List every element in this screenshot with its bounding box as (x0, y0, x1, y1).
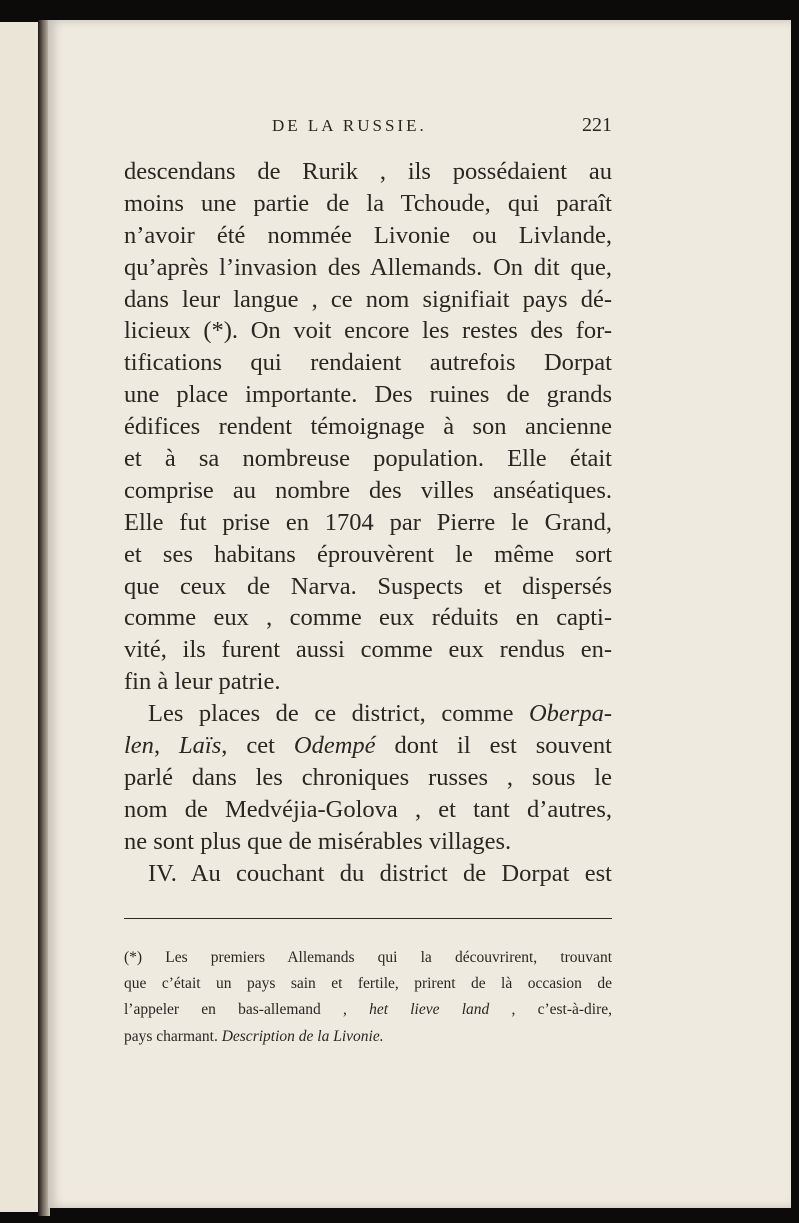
italic-place-name: Odempé (293, 732, 376, 760)
running-title: DE LA RUSSIE. (272, 116, 427, 135)
footnote-line (124, 997, 612, 1023)
footnote-line: (*) Les premiers Allemands qui la découvrirent, trouvant (124, 949, 612, 966)
text-line: une place importante. Des ruines de grands (124, 381, 612, 409)
text-line: et ses habitans éprouvèrent le même sort (124, 540, 612, 568)
text-run: , cet (221, 732, 294, 760)
text-line: qu’après l’invasion des Allemands. On dit que, (124, 253, 612, 281)
text-line: n’avoir été nommée Livonie ou Livlande, (124, 221, 612, 249)
text-line: ne sont plus que de misérables villages. (124, 827, 512, 855)
italic-place-name: Laïs (179, 732, 222, 760)
text-line: licieux (*). On voit encore les restes des for- (124, 317, 612, 345)
italic-phrase: het lieve land (369, 1001, 490, 1019)
text-line: moins une partie de la Tchoude, qui paraît (124, 189, 612, 217)
text-run: Les places de ce district, comme (148, 700, 529, 728)
italic-place-name: len (124, 732, 154, 760)
footnote (124, 945, 612, 1050)
facing-page-edge (0, 22, 41, 1212)
text-line: tifications qui rendaient autrefois Dorpat (124, 349, 612, 377)
text-run: , (153, 732, 180, 760)
italic-source-title: Description de la Livonie. (221, 1027, 384, 1045)
main-text (124, 156, 612, 889)
footnote-line (124, 1024, 612, 1050)
text-line: comprise au nombre des villes anséatiques. (124, 476, 612, 504)
text-run: dont il est souvent (375, 732, 612, 760)
text-line: parlé dans les chroniques russes , sous le (124, 763, 612, 791)
text-line: nom de Medvéjia-Golova , et tant d’autres, (124, 795, 612, 823)
text-line (124, 730, 612, 762)
text-line (124, 698, 612, 730)
footnote-rule (124, 918, 612, 919)
text-run: , c’est-à-dire, (489, 1001, 613, 1019)
text-line: édifices rendent témoignage à son ancienne (124, 413, 612, 441)
text-run: l’appeler en bas-allemand , (124, 1001, 370, 1019)
text-line: descendans de Rurik , ils possédaient au (124, 158, 612, 185)
text-line: vité, ils furent aussi comme eux rendus en- (124, 636, 612, 664)
italic-place-name: Oberpa- (528, 700, 612, 728)
text-line: dans leur langue , ce nom signifiait pays dé- (124, 285, 612, 313)
footnote-line: que c’était un pays sain et fertile, prirent de là occasion de (124, 975, 612, 993)
page-header (272, 116, 612, 140)
text-line: et à sa nombreuse population. Elle était (124, 445, 612, 473)
text-line: comme eux , comme eux réduits en capti- (124, 604, 612, 632)
page-number: 221 (582, 114, 612, 136)
text-line: Elle fut prise en 1704 par Pierre le Grand, (124, 508, 612, 536)
text-run: pays charmant. (124, 1027, 222, 1045)
text-line: que ceux de Narva. Suspects et dispersés (124, 572, 612, 600)
text-line: fin à leur patrie. (124, 668, 281, 696)
text-line: IV. Au couchant du district de Dorpat est (148, 859, 612, 887)
